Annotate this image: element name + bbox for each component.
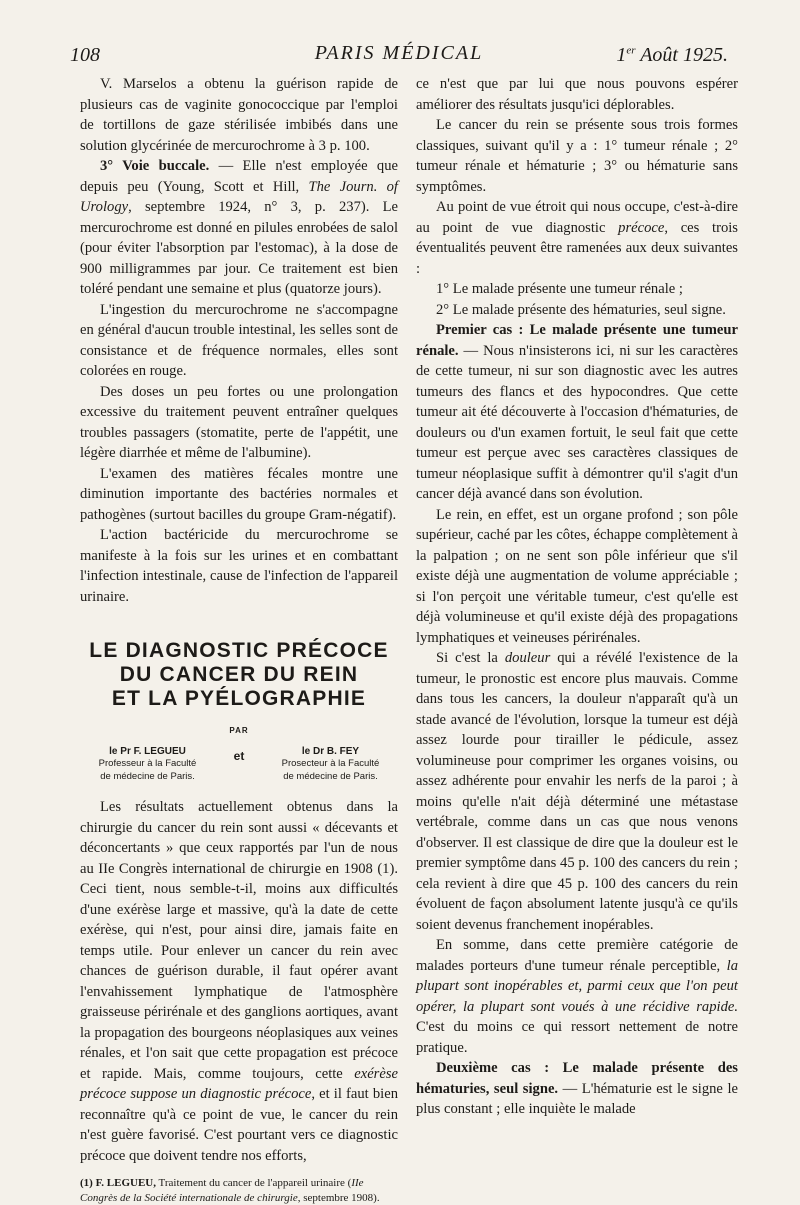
paragraph: 1° Le malade présente une tumeur rénale ; (436, 281, 683, 297)
paragraph: Le cancer du rein se présente sous trois formes classiques, suivant qu'il y a : 1° tumeur rénale ; 2° tumeur rénale et hématurie ; 3° ou hématurie sans symptômes. (416, 117, 738, 195)
paragraph: L'ingestion du mercurochrome ne s'accompagne en général d'aucun trouble intestinal, les selles sont de consistance et de fréquence normales, elles sont colorées en rouge. (80, 301, 398, 379)
section-label: 3° Voie buccale. (100, 158, 210, 174)
issue-date: 1er Août 1925. (616, 44, 728, 66)
author-fey: le Dr B. FEY Prosecteur à la Faculté de médecine de Paris. (281, 745, 380, 782)
paragraph: L'action bactéricide du mercurochrome se manifeste à la fois sur les urines et en combattant l'infection intestinale, cause de l'infection de l'appareil urinaire. (80, 527, 398, 605)
authors (80, 746, 398, 784)
footnote: (1) F. LEGUEU, Traitement du cancer de l'appareil urinaire (IIe Congrès de la Société internationale de chirurgie, septembre 1908). (80, 1177, 380, 1204)
page-number: 108 (70, 44, 100, 66)
paragraph: Au point de vue étroit qui nous occupe, c'est-à-dire au point de vue diagnostic précoce, ces trois éventualités peuvent être ramenées aux deux suivantes : (416, 199, 738, 277)
case-heading: Deuxième cas : Le malade présente des hématuries, seul signe. (416, 1060, 738, 1097)
journal-title: PARIS MÉDICAL (314, 42, 484, 64)
paragraph: V. Marselos a obtenu la guérison rapide de plusieurs cas de vaginite gonococcique par l'emploi de tortillons de gaze stérilisée imbibés dans une solution glycérinée de mercurochrome à 3 p. 100. (80, 76, 398, 154)
right-column (416, 74, 738, 1120)
paragraph: 3° Voie buccale. — Elle n'est employée que depuis peu (Young, Scott et Hill, The Journ. of Urology, septembre 1924, n° 3, p. 237). Le mercurochrome est donné en pilules enrobées de salol (pour éviter l'absorption par l'estomac), à la dose de 900 milligrammes par jour. Ce traitement est bien toléré pendant une semaine et plus (quatorze jours). (80, 158, 398, 297)
paragraph: Le rein, en effet, est un organe profond ; son pôle supérieur, caché par les côtes, échappe complètement à la palpation ; on ne sent son pôle inférieur que s'il existe déjà une augmentation de volume appréciable ; si l'on perçoit une véritable tumeur, c'est qu'elle est déjà volumineuse et qu'il existe déjà des propagations lymphatiques et veineuses périrénales. (416, 506, 738, 646)
author-conjunction: et (233, 748, 245, 763)
byline-par: PAR (229, 726, 249, 735)
article-title: LE DIAGNOSTIC PRÉCOCE DU CANCER DU REIN ET LA PYÉLOGRAPHIE (89, 639, 389, 710)
running-header (70, 40, 728, 74)
author-legueu: le Pr F. LEGUEU Professeur à la Faculté de médecine de Paris. (98, 745, 197, 782)
paragraph: L'examen des matières fécales montre une diminution importante des bactéries normales et pathogènes (surtout bacilles du groupe Gram-négatif). (80, 465, 398, 523)
paragraph: Premier cas : Le malade présente une tumeur rénale. — Nous n'insisterons ici, ni sur les caractères de cette tumeur, ni sur son diagnostic avec les autres tumeurs des flancs et des hypocondres. Que cette tumeur ait été découverte à l'occasion d'hématuries, de douleurs ou d'un examen fortuit, le seul fait que cette tumeur est perçue avec ses caractères classiques de tumeur néoplasique suffit à démontrer qu'il s'agit d'un cancer déjà avancé dans son évolution. (416, 322, 738, 502)
paragraph: 2° Le malade présente des hématuries, seul signe. (436, 301, 726, 318)
left-column (80, 74, 398, 1205)
paragraph: Si c'est la douleur qui a révélé l'existence de la tumeur, le pronostic est encore plus mauvais. Comme dans tous les cancers, la douleur n'apparaît qu'à un stade avancé de l'évolution, lorsque la tumeur est déjà assez lourde pour tirailler le pédicule, assez volumineuse pour comprimer les organes voisins, ou assez adhérente pour envahir les nerfs de la paroi ; à moins qu'elle n'ait déjà déterminé une métastase vertébrale, comme dans un cas que nous venons d'observer. Il est classique de dire que la douleur est le premier symptôme dans 45 p. 100 des cancers du rein ; cela revient à dire que 45 p. 100 des cancers du rein évoluent de façon absolument latente jusqu'à ce qu'ils soient devenus franchement inopérables. (416, 650, 738, 933)
paragraph: Des doses un peu fortes ou une prolongation excessive du traitement peuvent entraîner quelques troubles passagers (stomatite, perte de l'appétit, une légère diarrhée et même de l'albumine). (80, 383, 398, 461)
paragraph: En somme, dans cette première catégorie de malades porteurs d'une tumeur rénale perceptible, la plupart sont inopérables et, parmi ceux que l'on peut opérer, la plupart sont voués à une récidive rapide. C'est du moins ce qui ressort nettement de notre pratique. (416, 937, 738, 1056)
paragraph: Les résultats actuellement obtenus dans la chirurgie du cancer du rein sont aussi « décevants et déconcertants » que ceux rapportés par l'un de nous au IIe Congrès international de chirurgie en 1908 (1). Ceci tient, nous semble-t-il, moins aux difficultés d'une exérèse large et massive, qu'à la date de cette exérèse, qui n'est, pour ainsi dire, jamais faite en temps utile. Pour enlever un cancer du rein avec chances de guérison durable, il faut opérer avant l'envahissement lymphatique de l'atmosphère graisseuse périrénale et des ganglions aortiques, avant la propagation des bourgeons néoplasiques aux veines rénales, et l'on sait que cette propagation est précoce et rapide. Mais, comme toujours, cette exérèse précoce suppose un diagnostic précoce, et il faut bien reconnaître qu'à ce point de vue, le cancer du rein n'est guère favorisé. C'est pourtant vers ce diagnostic précoce que doivent tendre nos efforts, (80, 799, 398, 1164)
paragraph: ce n'est que par lui que nous pouvons espérer améliorer des résultats jusqu'ici déplorables. (416, 76, 738, 113)
case-heading: Premier cas : Le malade présente une tumeur rénale. (416, 322, 738, 359)
paragraph: Deuxième cas : Le malade présente des hématuries, seul signe. — L'hématurie est le signe le plus constant ; elle inquiète le malade (416, 1060, 738, 1117)
